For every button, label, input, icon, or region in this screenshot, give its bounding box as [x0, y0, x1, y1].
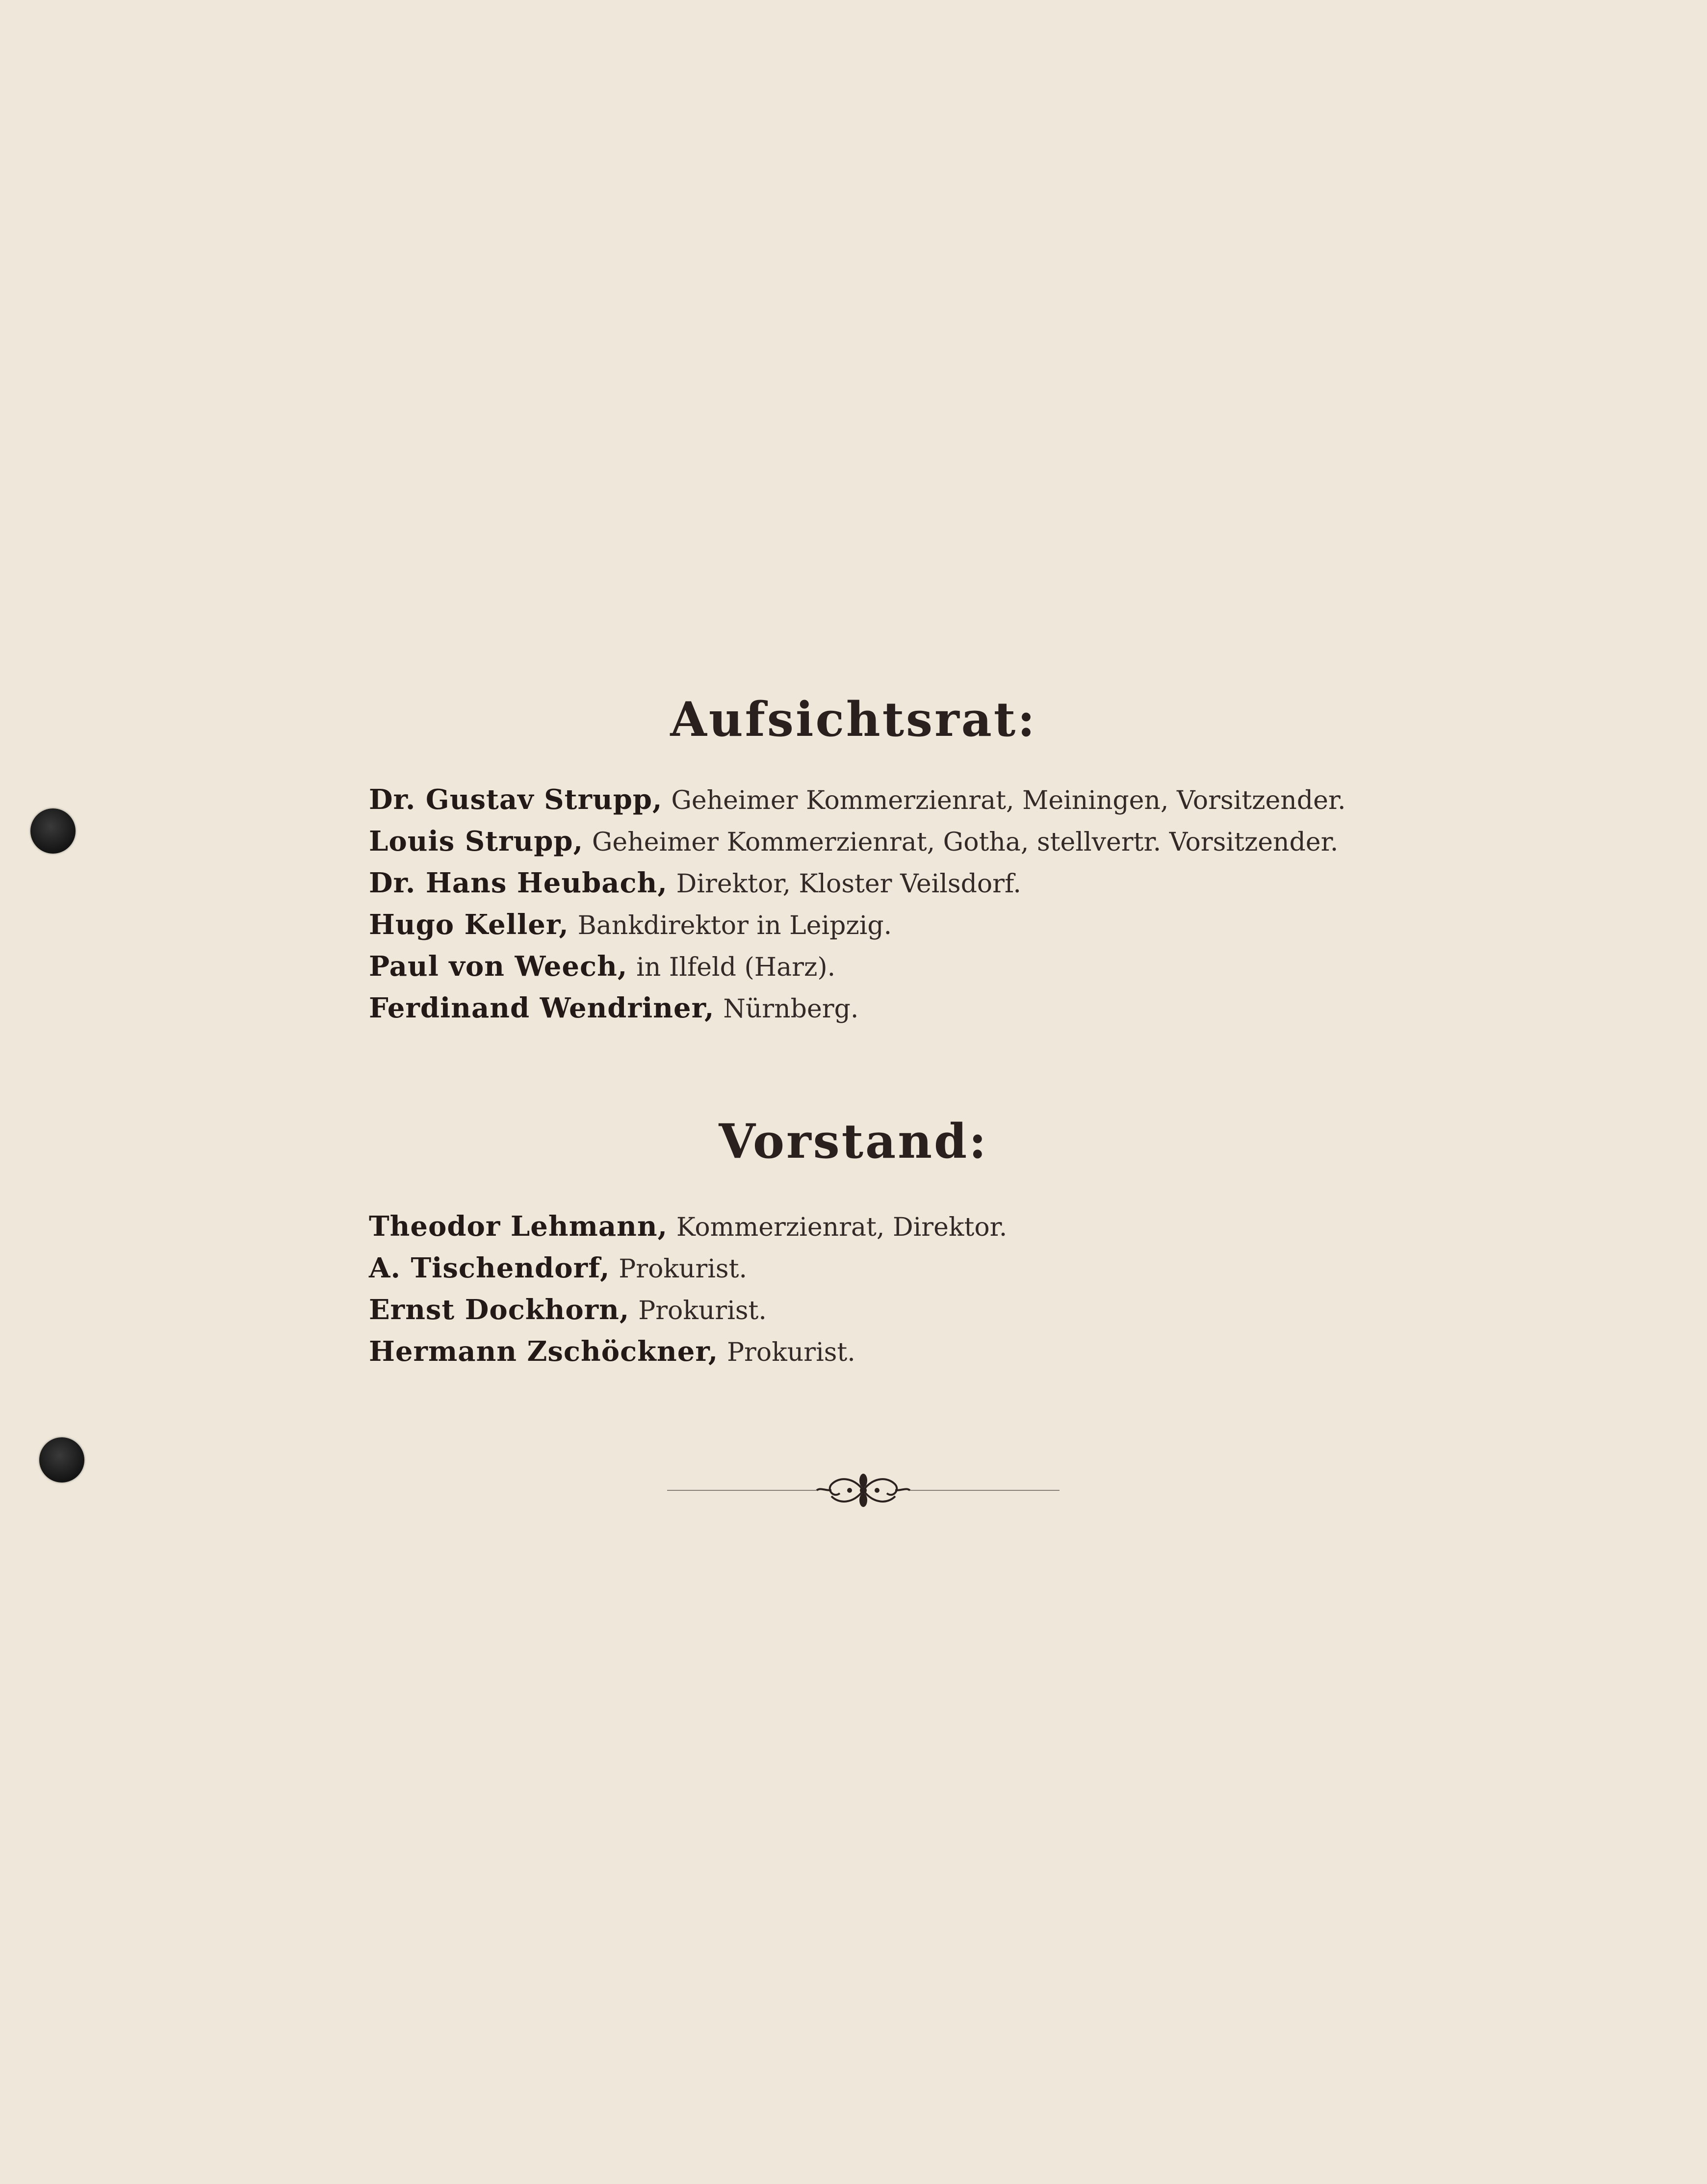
member-name: Louis Strupp, — [369, 825, 584, 858]
member-role: Kommerzienrat, Direktor. — [676, 1213, 1008, 1242]
list-item — [369, 946, 1497, 988]
member-name: Ferdinand Wendriner, — [369, 992, 715, 1024]
vorstand-list — [369, 1206, 1497, 1373]
member-role: Prokurist. — [727, 1338, 855, 1367]
member-name: Ernst Dockhorn, — [369, 1294, 630, 1326]
floral-ornament-icon — [667, 1470, 1060, 1511]
list-item — [369, 904, 1497, 946]
member-name: Paul von Weech, — [369, 950, 628, 983]
punch-hole-top — [30, 808, 76, 854]
member-role: Direktor, Kloster Veilsdorf. — [676, 869, 1021, 899]
list-item — [369, 821, 1497, 862]
aufsichtsrat-list — [369, 779, 1497, 1029]
member-role: Prokurist. — [638, 1296, 767, 1326]
punch-hole-bottom — [39, 1437, 84, 1482]
member-name: Hermann Zschöckner, — [369, 1335, 719, 1368]
member-role: in Ilfeld (Harz). — [636, 953, 836, 982]
list-item — [369, 1206, 1497, 1248]
member-name: Theodor Lehmann, — [369, 1210, 668, 1243]
member-name: Hugo Keller, — [369, 909, 569, 941]
member-role: Geheimer Kommerzienrat, Meiningen, Vorsitzender. — [671, 786, 1346, 815]
aufsichtsrat-heading: Aufsichtsrat: — [670, 692, 1037, 747]
list-item — [369, 1248, 1497, 1289]
member-name: Dr. Gustav Strupp, — [369, 783, 663, 816]
list-item — [369, 779, 1497, 821]
vorstand-heading: Vorstand: — [719, 1114, 988, 1169]
list-item — [369, 1331, 1497, 1373]
member-role: Bankdirektor in Leipzig. — [577, 911, 892, 940]
member-name: A. Tischendorf, — [369, 1252, 610, 1284]
list-item — [369, 988, 1497, 1029]
list-item — [369, 1289, 1497, 1331]
member-role: Nürnberg. — [723, 994, 859, 1024]
list-item — [369, 862, 1497, 904]
member-name: Dr. Hans Heubach, — [369, 867, 668, 899]
member-role: Prokurist. — [619, 1254, 748, 1284]
member-role: Geheimer Kommerzienrat, Gotha, stellvertr. Vorsitzender. — [592, 828, 1339, 857]
